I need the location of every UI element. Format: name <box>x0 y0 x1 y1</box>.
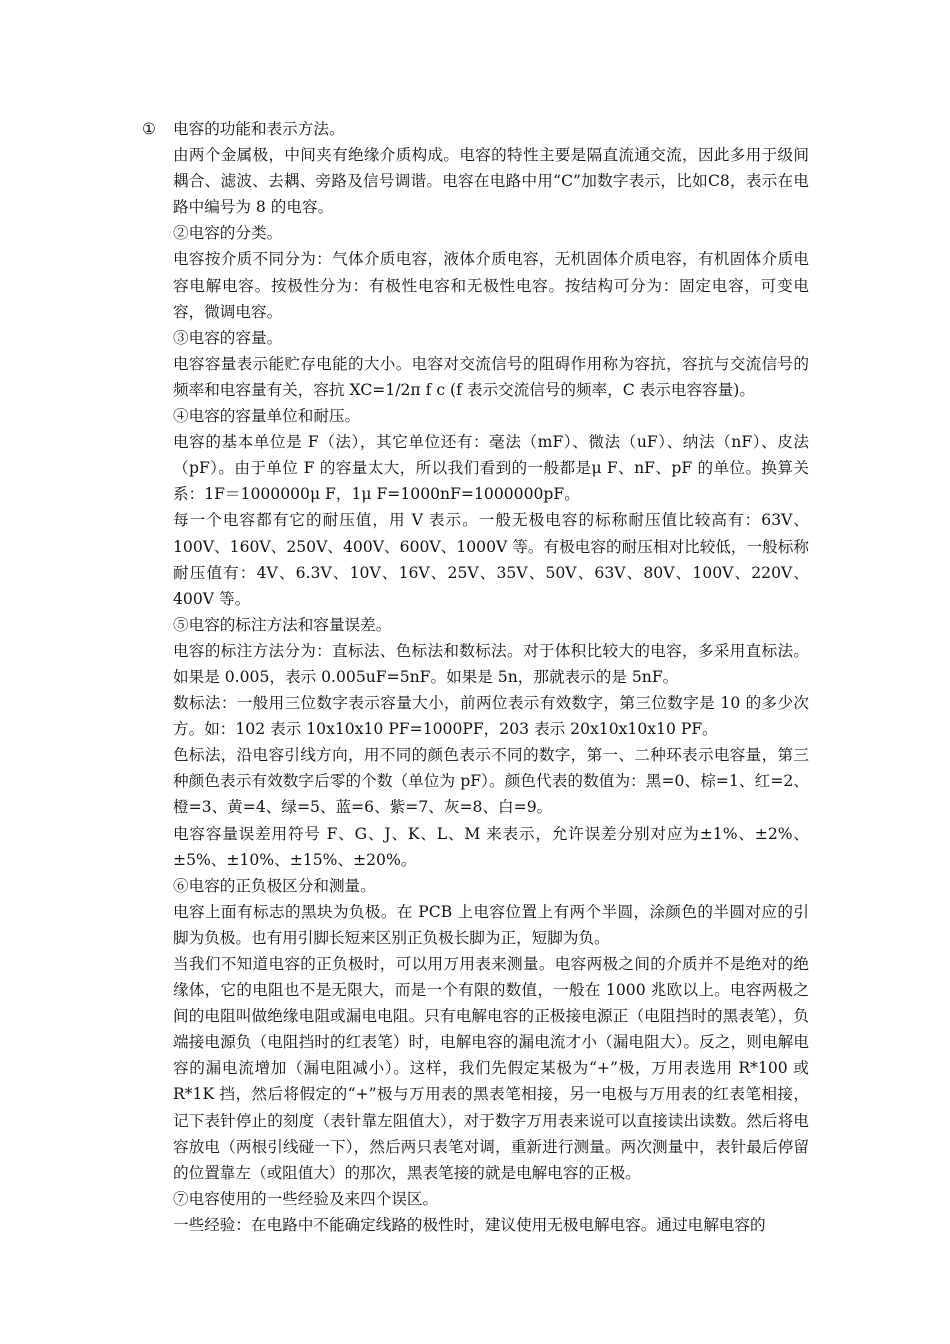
section-1-number: ① <box>142 120 156 138</box>
section-1-title: 电容的功能和表示方法。 <box>173 120 345 138</box>
section-5-heading: ⑤电容的标注方法和容量误差。 <box>173 615 392 634</box>
section-6-paragraph-2: 当我们不知道电容的正负极时，可以用万用表来测量。电容两极之间的介质并不是绝对的绝缘体，它的电阻也不是无限大，而是一个有限的数值，一般在 1000 兆欧以上。电容两极之间的电阻叫做绝缘电阻或漏电电阻。只有电解电容的正极接电源正（电阻挡时的黑表笔），负端接电源负（电阻挡时的红表笔）时，电解电容的漏电流才小（漏电阻大）。反之，则电解电容的漏电流增加（漏电阻减小）。这样，我们先假定某极为“+”极，万用表选用 R*100 或 R*1K 挡，然后将假定的“+”极与万用表的黑表笔相接，另一电极与万用表的红表笔相接，记下表针停止的刻度（表针靠左阻值大），对于数字万用表来说可以直接读出读数。然后将电容放电（两根引线碰一下），然后两只表笔对调，重新进行测量。两次测量中，表针最后停留的位置靠左（或阻值大）的那次，黑表笔接的就是电解电容的正极。 <box>173 955 809 1182</box>
section-6-paragraph-1: 电容上面有标志的黑块为负极。在 PCB 上电容位置上有两个半圆，涂颜色的半圆对应的引脚为负极。也有用引脚长短来区别正负极长脚为正，短脚为负。 <box>173 902 809 947</box>
section-7-paragraph-1: 一些经验：在电路中不能确定线路的极性时，建议使用无极电解电容。通过电解电容的 <box>173 1215 766 1234</box>
section-6-heading: ⑥电容的正负极区分和测量。 <box>173 876 376 895</box>
section-5-paragraph-3: 色标法，沿电容引线方向，用不同的颜色表示不同的数字，第一、二种环表示电容量，第三种颜色表示有效数字后零的个数（单位为 pF）。颜色代表的数值为：黑=0、棕=1、红=2、橙=3、黄=4、绿=5、蓝=6、紫=7、灰=8、白=9。 <box>173 746 809 817</box>
section-5-paragraph-1: 电容的标注方法分为：直标法、色标法和数标法。对于体积比较大的电容，多采用直标法。如果是 0.005，表示 0.005uF=5nF。如果是 5n，那就表示的是 5nF。 <box>173 641 809 686</box>
section-7-heading: ⑦电容使用的一些经验及来四个误区。 <box>173 1189 439 1208</box>
section-4-paragraph-2: 每一个电容都有它的耐压值，用 V 表示。一般无极电容的标称耐压值比较高有：63V、100V、160V、250V、400V、600V、1000V 等。有极电容的耐压相对比较低，一般标称耐压值有：4V、6.3V、10V、16V、25V、35V、50V、63V、80V、100V、220V、400V 等。 <box>173 511 809 608</box>
section-3-paragraph-1: 电容容量表示能贮存电能的大小。电容对交流信号的阻碍作用称为容抗，容抗与交流信号的频率和电容量有关，容抗 XC=1/2π f c (f 表示交流信号的频率，C 表示电容容量)。 <box>173 354 809 399</box>
section-5-paragraph-4: 电容容量误差用符号 F、G、J、K、L、M 来表示，允许误差分别对应为±1%、±2%、±5%、±10%、±15%、±20%。 <box>173 824 809 869</box>
section-1-heading <box>142 116 809 142</box>
section-4-paragraph-1: 电容的基本单位是 F（法），其它单位还有：毫法（mF）、微法（uF）、纳法（nF）、皮法（pF）。由于单位 F 的容量太大，所以我们看到的一般都是μ F、nF、pF 的单位。换算关系：1F＝1000000μ F，1μ F=1000nF=1000000pF。 <box>173 433 809 504</box>
section-3-heading: ③电容的容量。 <box>173 328 283 347</box>
document-body <box>142 116 809 1238</box>
section-5-paragraph-2: 数标法：一般用三位数字表示容量大小，前两位表示有效数字，第三位数字是 10 的多少次方。如：102 表示 10x10x10 PF=1000PF，203 表示 20x10x10x10 PF。 <box>173 694 809 739</box>
section-1-paragraph-1: 由两个金属极，中间夹有绝缘介质构成。电容的特性主要是隔直流通交流，因此多用于级间耦合、滤波、去耦、旁路及信号调谐。电容在电路中用“C”加数字表示，比如C8，表示在电路中编号为 8 的电容。 <box>173 146 809 217</box>
section-2-paragraph-1: 电容按介质不同分为：气体介质电容，液体介质电容，无机固体介质电容，有机固体介质电容电解电容。按极性分为：有极性电容和无极性电容。按结构可分为：固定电容，可变电容，微调电容。 <box>173 250 809 321</box>
section-2-heading: ②电容的分类。 <box>173 224 283 243</box>
section-4-heading: ④电容的容量单位和耐压。 <box>173 407 361 426</box>
